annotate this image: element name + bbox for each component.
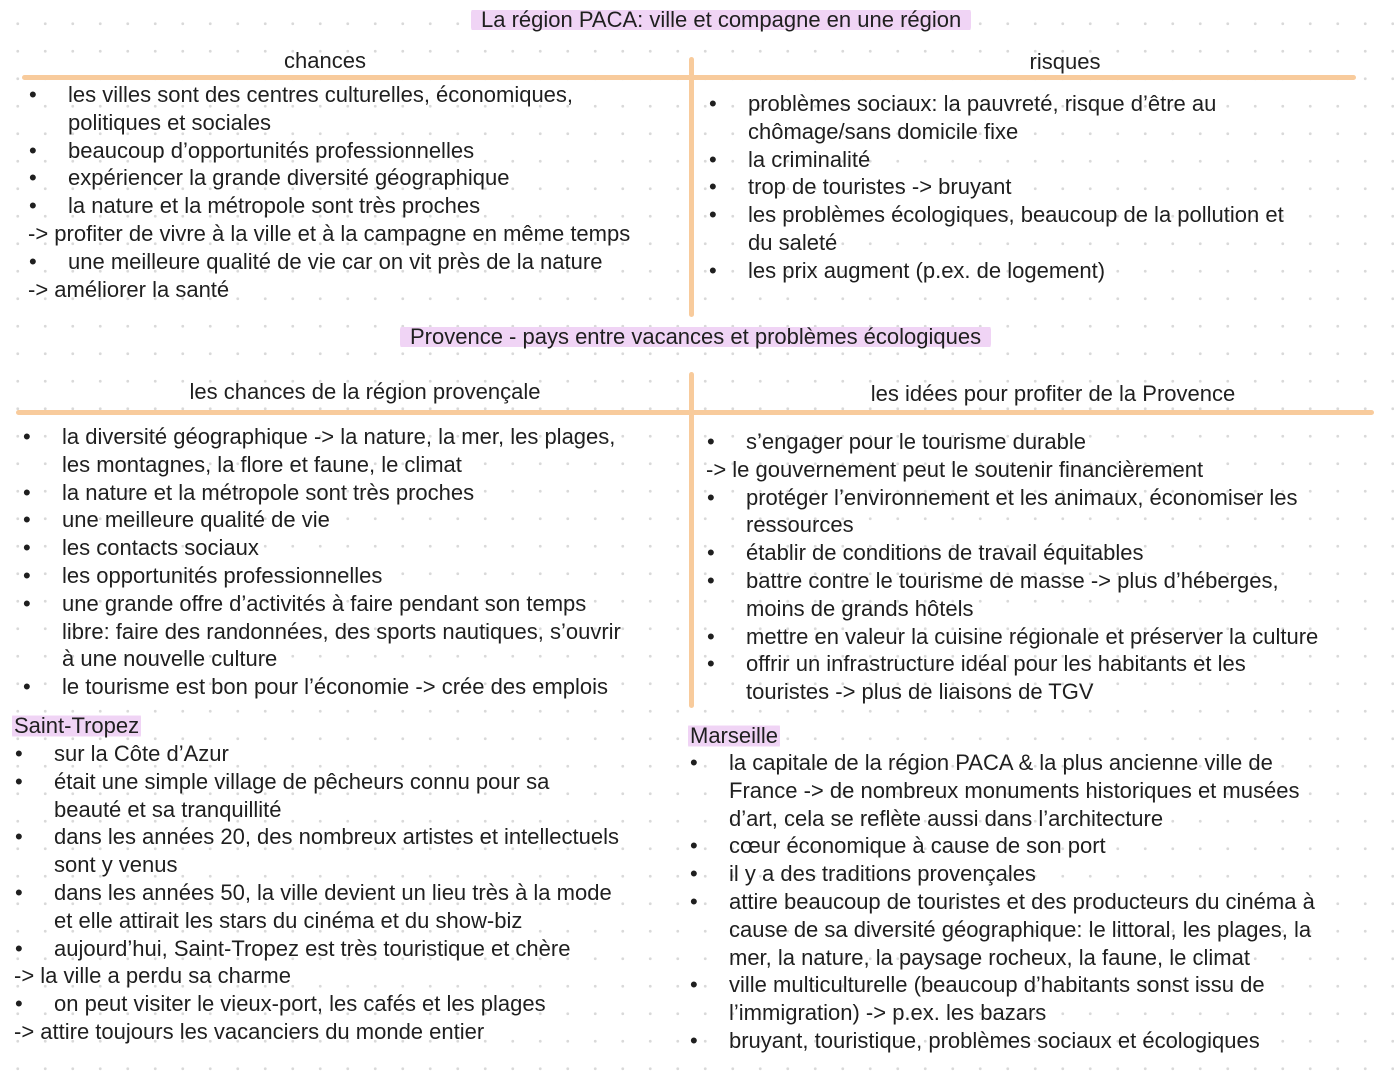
item-text-line: ville multiculturelle (beaucoup d’habitants sonst issu de xyxy=(729,972,1265,998)
item-text-line: on peut visiter le vieux-port, les cafés et les plages xyxy=(54,991,546,1017)
bullet-icon: • xyxy=(23,590,31,616)
bullet-icon: • xyxy=(707,651,715,677)
section2-title: Provence - pays entre vacances et problèmes écologiques xyxy=(400,324,991,350)
bullet-icon: • xyxy=(709,174,717,200)
item-text-line: mer, la nature, la paysage rocheux, la faune, le climat xyxy=(729,944,1250,970)
item-text-line: l’immigration) -> p.ex. les bazars xyxy=(729,1000,1047,1026)
bullet-icon: • xyxy=(15,824,23,850)
item-text-line: -> attire toujours les vacanciers du monde entier xyxy=(14,1018,485,1044)
item-text-line: dans les années 20, des nombreux artistes et intellectuels xyxy=(54,824,619,850)
bullet-icon: • xyxy=(15,879,23,905)
list-item xyxy=(0,146,1284,174)
item-text-line: France -> de nombreux monuments historiques et musées xyxy=(729,777,1300,803)
bullet-icon: • xyxy=(709,91,717,116)
list-item xyxy=(0,860,1315,888)
item-text-line: mettre en valeur la cuisine régionale et préserver la culture xyxy=(746,623,1319,649)
item-text-line: bruyant, touristique, problèmes sociaux et écologiques xyxy=(729,1027,1260,1053)
item-text-line: les contacts sociaux xyxy=(62,535,259,561)
item-text-line: -> améliorer la santé xyxy=(28,276,230,302)
item-text-line: touristes -> plus de liaisons de TGV xyxy=(746,679,1094,705)
section2-ideas-list xyxy=(0,428,1318,706)
item-text-line: -> la ville a perdu sa charme xyxy=(14,963,291,989)
list-item xyxy=(0,257,1284,285)
section1-right-heading: risques xyxy=(1029,49,1101,74)
marseille-heading: Marseille xyxy=(690,723,779,748)
bullet-icon: • xyxy=(29,165,37,191)
item-text-line: beauté et sa tranquillité xyxy=(54,796,282,822)
list-item xyxy=(0,173,1284,201)
item-text-line: protéger l’environnement et les animaux, économiser les xyxy=(746,484,1298,510)
item-text-line: politiques et sociales xyxy=(68,109,272,135)
bullet-icon: • xyxy=(707,484,715,510)
section1-title: La région PACA: ville et compagne en une région xyxy=(471,7,971,33)
item-text-line: les problèmes écologiques, beaucoup de la pollution et xyxy=(748,202,1284,228)
list-item xyxy=(0,623,1318,651)
item-text-line: une grande offre d’activités à faire pendant son temps xyxy=(62,590,587,616)
bullet-icon: • xyxy=(707,540,715,566)
section2-header-rule xyxy=(16,410,1374,415)
bullet-icon: • xyxy=(15,935,23,961)
item-text-line: -> le gouvernement peut le soutenir financièrement xyxy=(706,456,1204,482)
item-text-line: une meilleure qualité de vie car on vit près de la nature xyxy=(68,248,603,274)
item-text-line: offrir un infrastructure idéal pour les habitants et les xyxy=(746,651,1246,677)
arrow-note xyxy=(0,456,1318,484)
item-text-line: était une simple village de pêcheurs connu pour sa xyxy=(54,768,550,794)
bullet-icon: • xyxy=(23,535,31,561)
item-text-line: sont y venus xyxy=(54,852,178,878)
item-text-line: cause de sa diversité géographique: le littoral, les plages, la xyxy=(729,916,1312,942)
bullet-icon: • xyxy=(707,567,715,593)
list-item xyxy=(0,90,1284,146)
item-text-line: sur la Côte d’Azur xyxy=(54,741,229,766)
item-text-line: la criminalité xyxy=(748,146,871,172)
item-text-line: cœur économique à cause de son port xyxy=(729,833,1106,859)
item-text-line: la capitale de la région PACA & la plus ancienne ville de xyxy=(729,750,1273,775)
bullet-icon: • xyxy=(29,82,37,107)
item-text-line: expériencer la grande diversité géographique xyxy=(68,165,510,191)
item-text-line: d’art, cela se reflète aussi dans l’architecture xyxy=(729,805,1164,831)
list-item xyxy=(0,888,1315,971)
item-text-line: et elle attirait les stars du cinéma et du show-biz xyxy=(54,907,523,933)
bullet-icon: • xyxy=(23,424,31,449)
item-text-line: libre: faire des randonnées, des sports nautiques, s’ouvrir xyxy=(62,618,621,644)
section2-left-heading: les chances de la région provençale xyxy=(189,379,541,404)
item-text-line: s’engager pour le tourisme durable xyxy=(746,429,1086,454)
bullet-icon: • xyxy=(690,750,698,775)
bullet-icon: • xyxy=(15,768,23,794)
bullet-icon: • xyxy=(690,1027,698,1053)
item-text-line: trop de touristes -> bruyant xyxy=(748,174,1012,200)
bullet-icon: • xyxy=(29,193,37,219)
list-item xyxy=(0,1027,1315,1055)
bullet-icon: • xyxy=(690,972,698,998)
bullet-icon: • xyxy=(690,888,698,914)
item-text-line: à une nouvelle culture xyxy=(62,646,278,672)
section1-risques-list xyxy=(0,90,1284,285)
bullet-icon: • xyxy=(15,741,23,766)
list-item xyxy=(0,484,1318,540)
bullet-icon: • xyxy=(23,674,31,700)
bullet-icon: • xyxy=(707,429,715,454)
bullet-icon: • xyxy=(709,257,717,283)
list-item xyxy=(0,749,1315,832)
list-item xyxy=(0,428,1318,456)
item-text-line: du saleté xyxy=(748,229,838,255)
item-text-line: -> profiter de vivre à la ville et à la campagne en même temps xyxy=(28,220,631,246)
list-item xyxy=(0,832,1315,860)
section1-left-heading: chances xyxy=(284,48,366,73)
item-text-line: problèmes sociaux: la pauvreté, risque d’être au xyxy=(748,91,1217,116)
item-text-line: les montagnes, la flore et faune, le climat xyxy=(62,451,462,477)
bullet-icon: • xyxy=(709,146,717,172)
item-text-line: les opportunités professionnelles xyxy=(62,562,383,588)
bullet-icon: • xyxy=(23,507,31,533)
saint-tropez-heading: Saint-Tropez xyxy=(14,713,140,738)
bullet-icon: • xyxy=(29,137,37,163)
item-text-line: dans les années 50, la ville devient un lieu très à la mode xyxy=(54,879,612,905)
item-text-line: la diversité géographique -> la nature, la mer, les plages, xyxy=(62,424,616,449)
bullet-icon: • xyxy=(29,248,37,274)
list-item xyxy=(0,201,1284,257)
bullet-icon: • xyxy=(15,991,23,1017)
list-item xyxy=(0,971,1315,1027)
bullet-icon: • xyxy=(709,202,717,228)
item-text-line: moins de grands hôtels xyxy=(746,595,974,621)
item-text-line: une meilleure qualité de vie xyxy=(62,507,330,533)
item-text-line: le tourisme est bon pour l’économie -> crée des emplois xyxy=(62,674,608,700)
bullet-icon: • xyxy=(707,623,715,649)
item-text-line: beaucoup d’opportunités professionnelles xyxy=(68,137,475,163)
item-text-line: la nature et la métropole sont très proches xyxy=(68,193,481,219)
list-item xyxy=(0,650,1318,706)
item-text-line: établir de conditions de travail équitables xyxy=(746,540,1144,566)
item-text-line: attire beaucoup de touristes et des producteurs du cinéma à xyxy=(729,888,1315,914)
marseille-list xyxy=(0,749,1315,1055)
list-item xyxy=(0,539,1318,567)
item-text-line: ressources xyxy=(746,512,854,538)
item-text-line: chômage/sans domicile fixe xyxy=(748,118,1019,144)
item-text-line: les villes sont des centres culturelles, économiques, xyxy=(68,82,574,107)
item-text-line: battre contre le tourisme de masse -> plus d’héberges, xyxy=(746,567,1279,593)
item-text-line: il y a des traditions provençales xyxy=(729,861,1036,887)
bullet-icon: • xyxy=(690,833,698,859)
bullet-icon: • xyxy=(23,562,31,588)
bullet-icon: • xyxy=(23,479,31,505)
item-text-line: aujourd’hui, Saint-Tropez est très touristique et chère xyxy=(54,935,571,961)
item-text-line: la nature et la métropole sont très proches xyxy=(62,479,475,505)
bullet-icon: • xyxy=(690,861,698,887)
list-item xyxy=(0,567,1318,623)
item-text-line: les prix augment (p.ex. de logement) xyxy=(748,257,1106,283)
section2-right-heading: les idées pour profiter de la Provence xyxy=(870,381,1236,406)
